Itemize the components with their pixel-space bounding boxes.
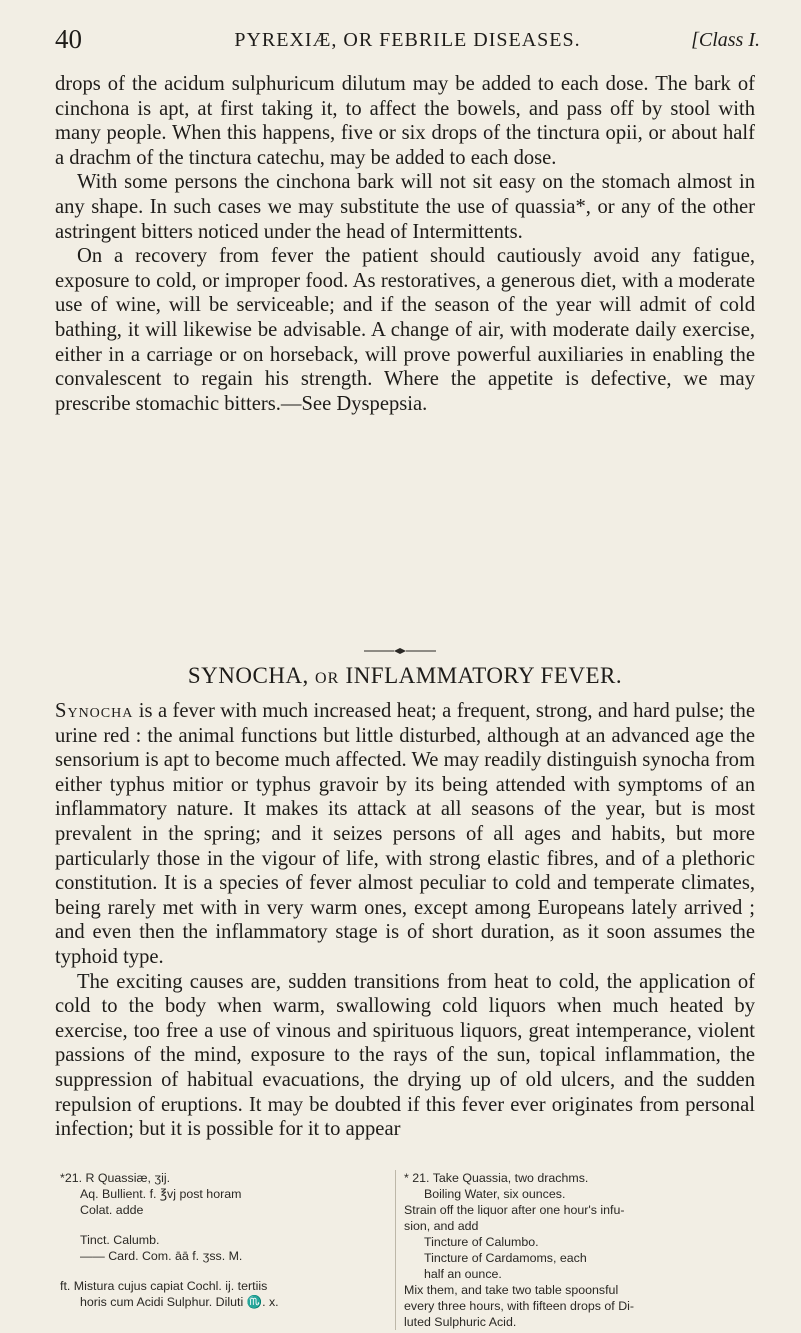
english-line-1: * 21. Take Quassia, two drachms. bbox=[404, 1171, 589, 1185]
page-header bbox=[55, 24, 760, 64]
footnotes bbox=[60, 1170, 760, 1329]
latin-line-5: —— Card. Com. āā f. ʒss. M. bbox=[80, 1249, 243, 1263]
english-line-3: Strain off the liquor after one hour's infu- bbox=[404, 1203, 625, 1217]
latin-line-6: ft. Mistura cujus capiat Cochl. ij. tertiis bbox=[60, 1279, 268, 1293]
section-divider-ornament bbox=[360, 646, 440, 656]
main-text bbox=[55, 72, 755, 416]
paragraph-synocha-definition bbox=[55, 699, 755, 970]
english-prescription bbox=[395, 1170, 784, 1330]
heading-or: OR bbox=[315, 670, 340, 687]
lead-word: Synocha bbox=[55, 700, 134, 722]
definition-text: is a fever with much increased heat; a frequent, strong, and hard pulse; the urine red : the animal functions but little disturbed, although at an advanced age the sensorium is apt to become much affected. We may readily distinguish synocha from either typhus mitior or typhus gravoir by its being attended with symptoms of an inflammatory nature. It makes its attack at all seasons of the year, but is most prevalent in the spring; and it seizes persons of all ages and habits, but more particularly those in the vigour of life, with strong elastic fibres, and of a plethoric constitution. It is a species of fever almost peculiar to cold and temperate climates, being rarely met with in very warm ones, except among Europeans lately arrived ; and even then the inflammatory stage is of short duration, as it soon assumes the typhoid type. bbox=[55, 700, 755, 968]
english-line-6: Tincture of Cardamoms, each bbox=[424, 1251, 587, 1265]
latin-prescription bbox=[60, 1170, 378, 1310]
english-line-9: every three hours, with fifteen drops of Di- bbox=[404, 1299, 635, 1313]
running-title: PYREXIÆ, OR FEBRILE DISEASES. bbox=[234, 29, 581, 51]
paragraph-quassia: With some persons the cinchona bark will not sit easy on the stomach almost in any shape. In such cases we may substitute the use of quassia*, or any of the other astringent bitters noticed under the head of Intermittents. bbox=[55, 171, 755, 243]
heading-synocha: SYNOCHA, bbox=[187, 663, 309, 688]
latin-line-3: Colat. adde bbox=[80, 1203, 144, 1217]
english-line-2: Boiling Water, six ounces. bbox=[424, 1187, 566, 1201]
english-line-5: Tincture of Calumbo. bbox=[424, 1235, 539, 1249]
english-line-10: luted Sulphuric Acid. bbox=[404, 1315, 517, 1329]
heading-inflammatory-fever: INFLAMMATORY FEVER. bbox=[345, 663, 623, 688]
english-line-4: sion, and add bbox=[404, 1219, 479, 1233]
paragraph-cinchona-dose: drops of the acidum sulphuricum dilutum may be added to each dose. The bark of cinchona is apt, at first taking it, to affect the bowels, and pass off by stool with many people. When this happens, five or six drops of the tinctura opii, or about half a drachm of the tinctura catechu, may be added to each dose. bbox=[55, 73, 755, 169]
latin-line-2: Aq. Bullient. f. ℥vj post horam bbox=[80, 1187, 242, 1201]
class-reference: [Class I. bbox=[691, 29, 760, 51]
paragraph-exciting-causes: The exciting causes are, sudden transitions from heat to cold, the application of cold to the body when warm, swallowing cold liquors when much heated by exercise, too free a use of vinous and spirituous liquors, great intemperance, violent passions of the mind, exposure to the rays of the sun, topical inflammation, the suppression of habitual evacuations, the drying up of old ulcers, and the sudden repulsion of eruptions. It may be doubted if this fever ever originates from personal infection; but it is possible for it to appear bbox=[55, 970, 755, 1141]
synocha-text bbox=[55, 699, 755, 1142]
paragraph-recovery: On a recovery from fever the patient should cautiously avoid any fatigue, exposure to cold, or improper food. As restoratives, a generous diet, with a moderate use of wine, will be serviceable; and if the season of the year will admit of cold bathing, it will likewise be advisable. A change of air, with moderate daily exercise, either in a carriage or on horseback, will prove powerful auxiliaries in enabling the convalescent to regain his strength. Where the appetite is defective, we may prescribe stomachic bitters.—See Dyspepsia. bbox=[55, 245, 755, 415]
english-line-7: half an ounce. bbox=[424, 1267, 502, 1281]
section-heading bbox=[55, 663, 755, 689]
latin-line-4: Tinct. Calumb. bbox=[80, 1233, 160, 1247]
english-line-8: Mix them, and take two table spoonsful bbox=[404, 1283, 619, 1297]
latin-line-1: *21. R Quassiæ, ʒij. bbox=[60, 1171, 171, 1185]
page-number: 40 bbox=[55, 24, 82, 54]
latin-line-7: horis cum Acidi Sulphur. Diluti ♏. x. bbox=[80, 1295, 279, 1309]
